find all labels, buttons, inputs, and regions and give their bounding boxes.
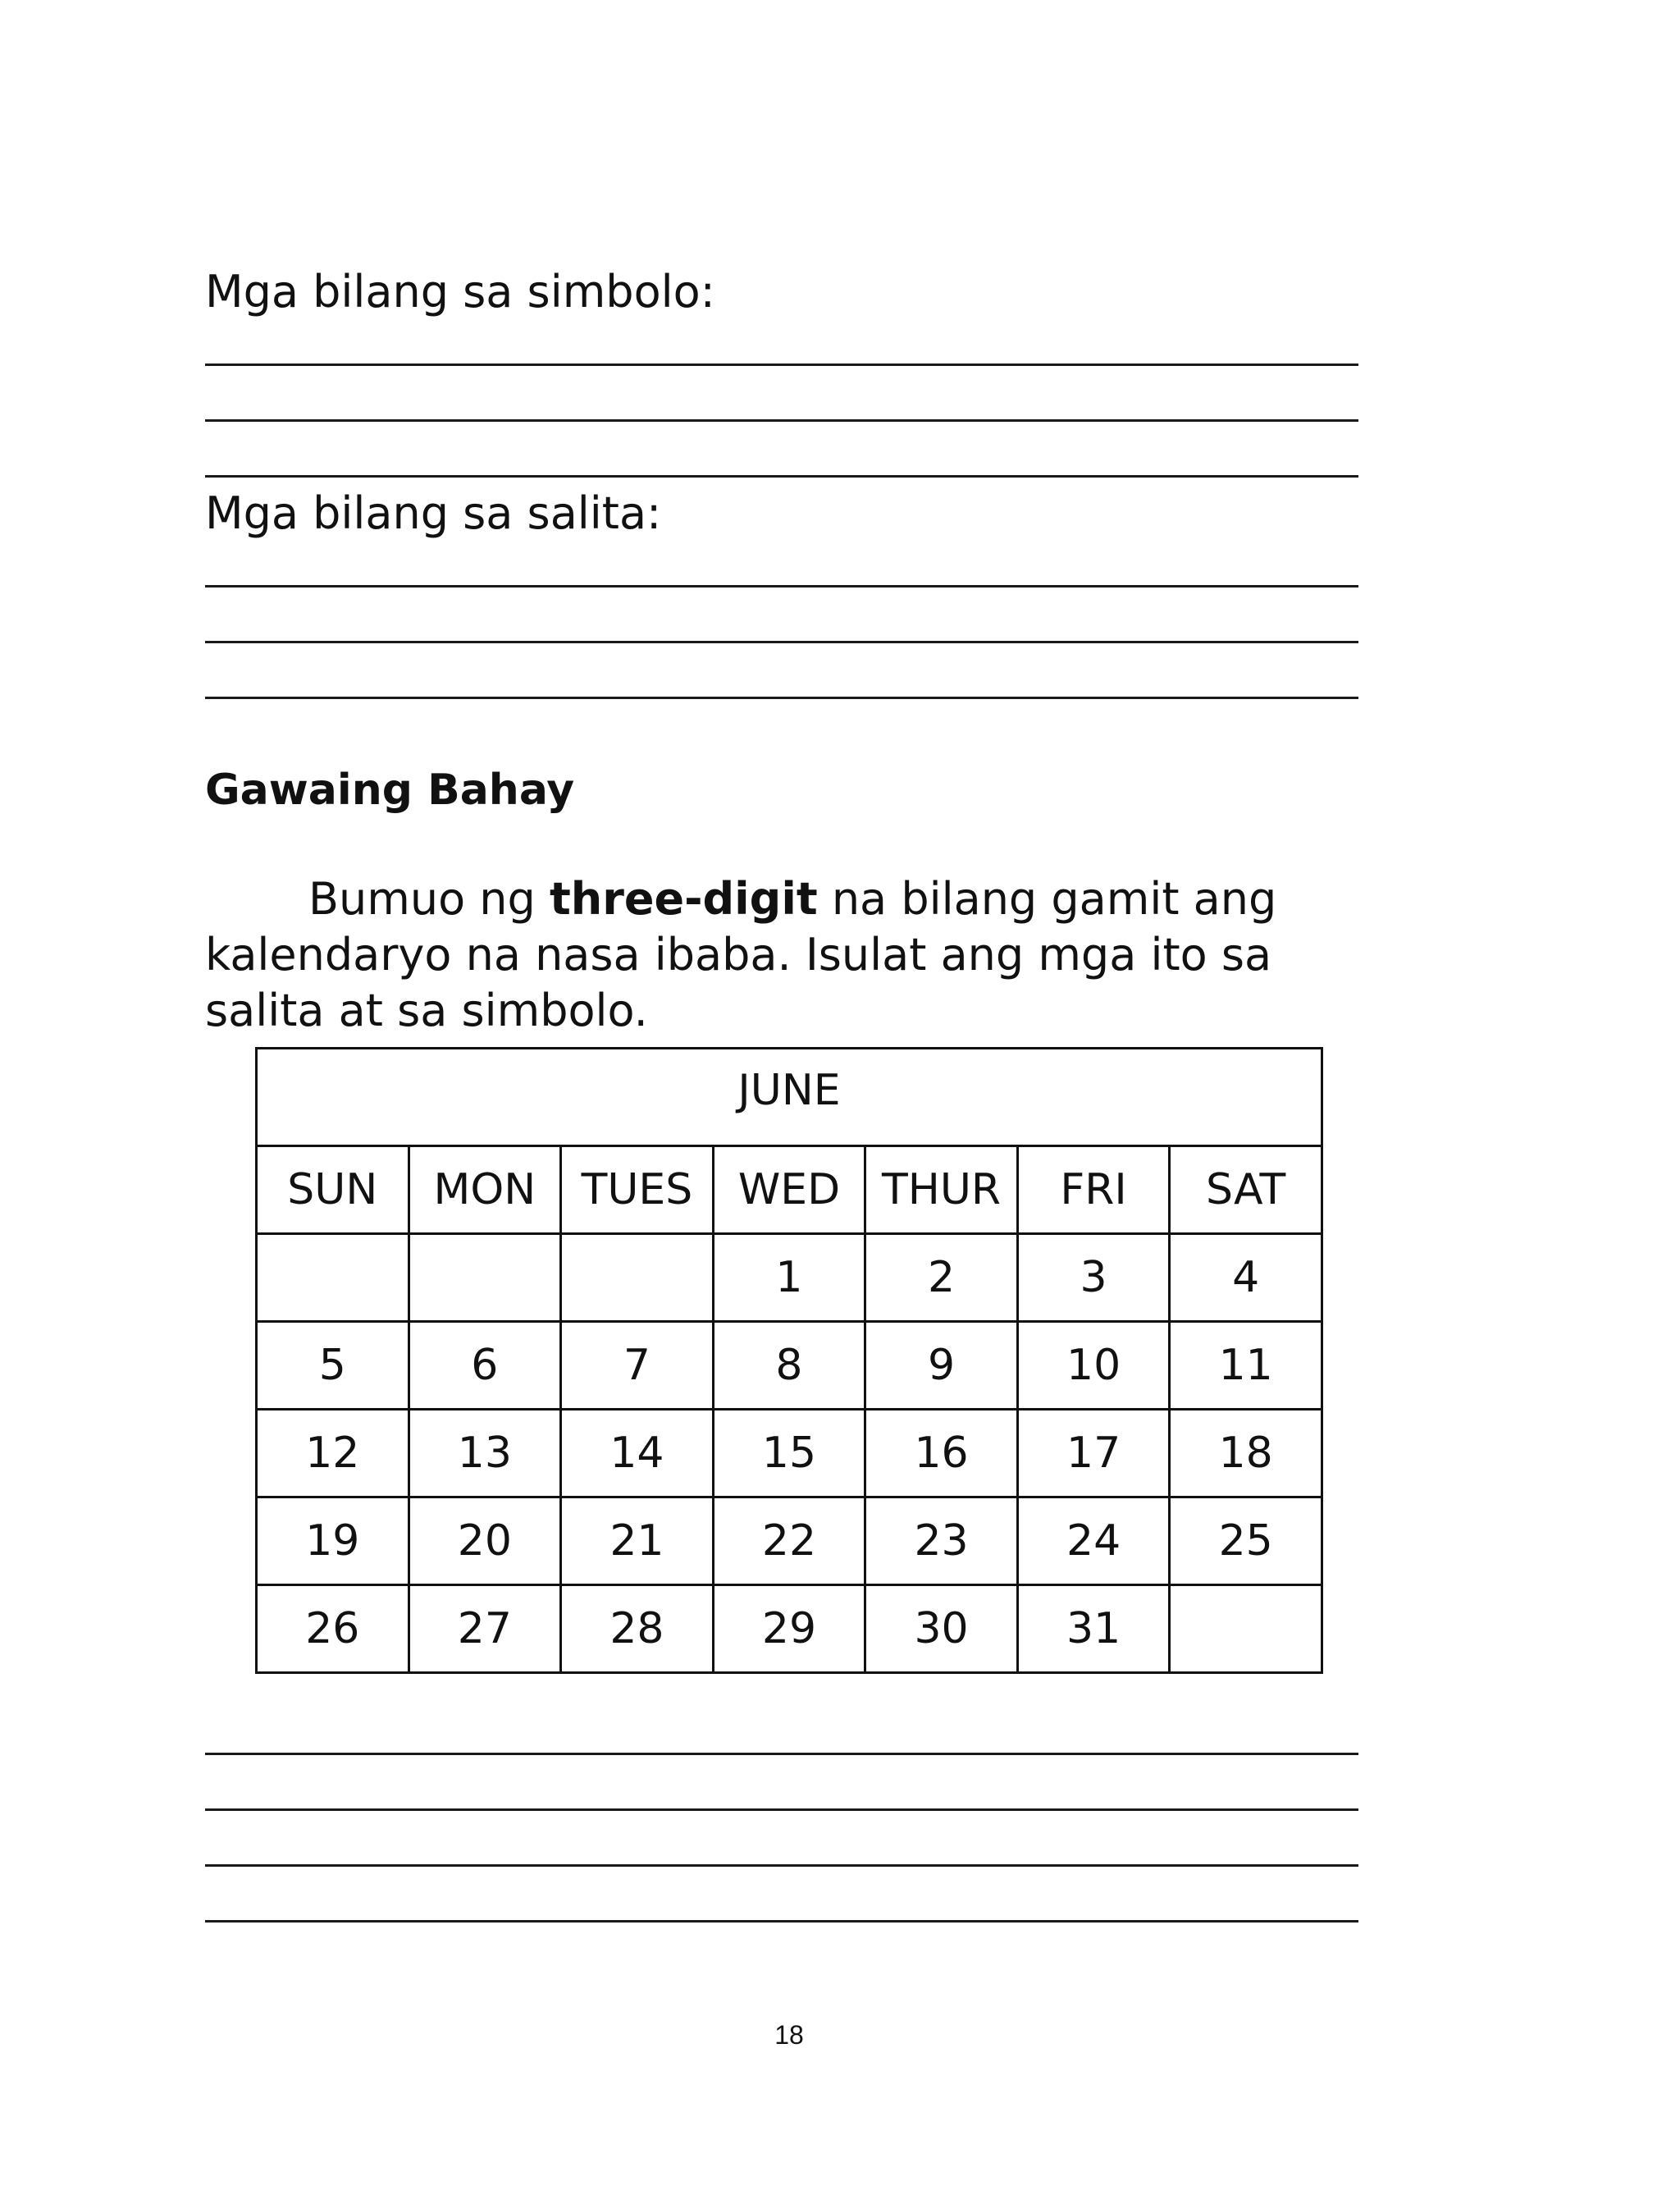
answer-line (205, 641, 1358, 643)
homework-heading: Gawaing Bahay (205, 766, 575, 815)
answer-line (205, 475, 1358, 478)
answer-line (205, 697, 1358, 699)
calendar-day-cell: 17 (1017, 1410, 1170, 1497)
calendar-day-cell: 20 (409, 1497, 561, 1585)
calendar-day-cell: 30 (865, 1585, 1018, 1673)
calendar-day-cell: 26 (257, 1585, 409, 1673)
calendar-day-cell: 14 (561, 1410, 714, 1497)
calendar-weekday-row (257, 1146, 1322, 1234)
answer-line (205, 1808, 1358, 1811)
calendar-week-row (257, 1410, 1322, 1497)
page-number: 18 (774, 2020, 804, 2050)
calendar-week-row (257, 1234, 1322, 1322)
calendar-day-cell (409, 1234, 561, 1322)
calendar-day-cell: 1 (713, 1234, 865, 1322)
calendar-day-cell: 18 (1170, 1410, 1322, 1497)
answer-line (205, 419, 1358, 422)
calendar-day-cell: 21 (561, 1497, 714, 1585)
weekday-header: FRI (1017, 1146, 1170, 1234)
answer-line (205, 363, 1358, 366)
weekday-header: SAT (1170, 1146, 1322, 1234)
answer-line (205, 1864, 1358, 1867)
calendar-day-cell: 10 (1017, 1322, 1170, 1410)
calendar-day-cell: 29 (713, 1585, 865, 1673)
calendar-day-cell: 16 (865, 1410, 1018, 1497)
calendar-day-cell: 9 (865, 1322, 1018, 1410)
calendar-month-row (257, 1049, 1322, 1146)
calendar-day-cell: 7 (561, 1322, 714, 1410)
calendar-day-cell: 11 (1170, 1322, 1322, 1410)
symbol-numbers-label: Mga bilang sa simbolo: (205, 266, 715, 318)
instruction-text-start: Bumuo ng (308, 873, 550, 925)
calendar-week-row (257, 1585, 1322, 1673)
weekday-header: THUR (865, 1146, 1018, 1234)
calendar-day-cell: 24 (1017, 1497, 1170, 1585)
calendar-day-cell (257, 1234, 409, 1322)
weekday-header: WED (713, 1146, 865, 1234)
calendar-day-cell: 2 (865, 1234, 1018, 1322)
answer-line (205, 585, 1358, 588)
instruction-text-end: na bilang gamit ang kalendaryo na nasa ibaba. Isulat ang mga ito sa salita at sa simbolo. (205, 873, 1277, 1036)
answer-line (205, 1753, 1358, 1755)
calendar-day-cell: 8 (713, 1322, 865, 1410)
calendar-day-cell: 12 (257, 1410, 409, 1497)
calendar-week-row (257, 1322, 1322, 1410)
calendar-day-cell: 13 (409, 1410, 561, 1497)
calendar-day-cell: 6 (409, 1322, 561, 1410)
calendar-month: JUNE (257, 1049, 1322, 1146)
calendar-day-cell (1170, 1585, 1322, 1673)
calendar-day-cell: 28 (561, 1585, 714, 1673)
weekday-header: SUN (257, 1146, 409, 1234)
calendar-day-cell: 15 (713, 1410, 865, 1497)
weekday-header: TUES (561, 1146, 714, 1234)
word-numbers-label: Mga bilang sa salita: (205, 487, 662, 539)
instruction-bold-term: three-digit (549, 873, 818, 925)
june-calendar (255, 1047, 1323, 1674)
calendar-day-cell: 5 (257, 1322, 409, 1410)
calendar-day-cell: 31 (1017, 1585, 1170, 1673)
calendar-day-cell: 22 (713, 1497, 865, 1585)
calendar-day-cell: 19 (257, 1497, 409, 1585)
calendar-day-cell: 27 (409, 1585, 561, 1673)
weekday-header: MON (409, 1146, 561, 1234)
calendar-day-cell (561, 1234, 714, 1322)
calendar-day-cell: 4 (1170, 1234, 1322, 1322)
homework-instruction (205, 871, 1370, 1039)
calendar-day-cell: 3 (1017, 1234, 1170, 1322)
calendar-day-cell: 23 (865, 1497, 1018, 1585)
calendar-day-cell: 25 (1170, 1497, 1322, 1585)
calendar-week-row (257, 1497, 1322, 1585)
answer-line (205, 1920, 1358, 1923)
